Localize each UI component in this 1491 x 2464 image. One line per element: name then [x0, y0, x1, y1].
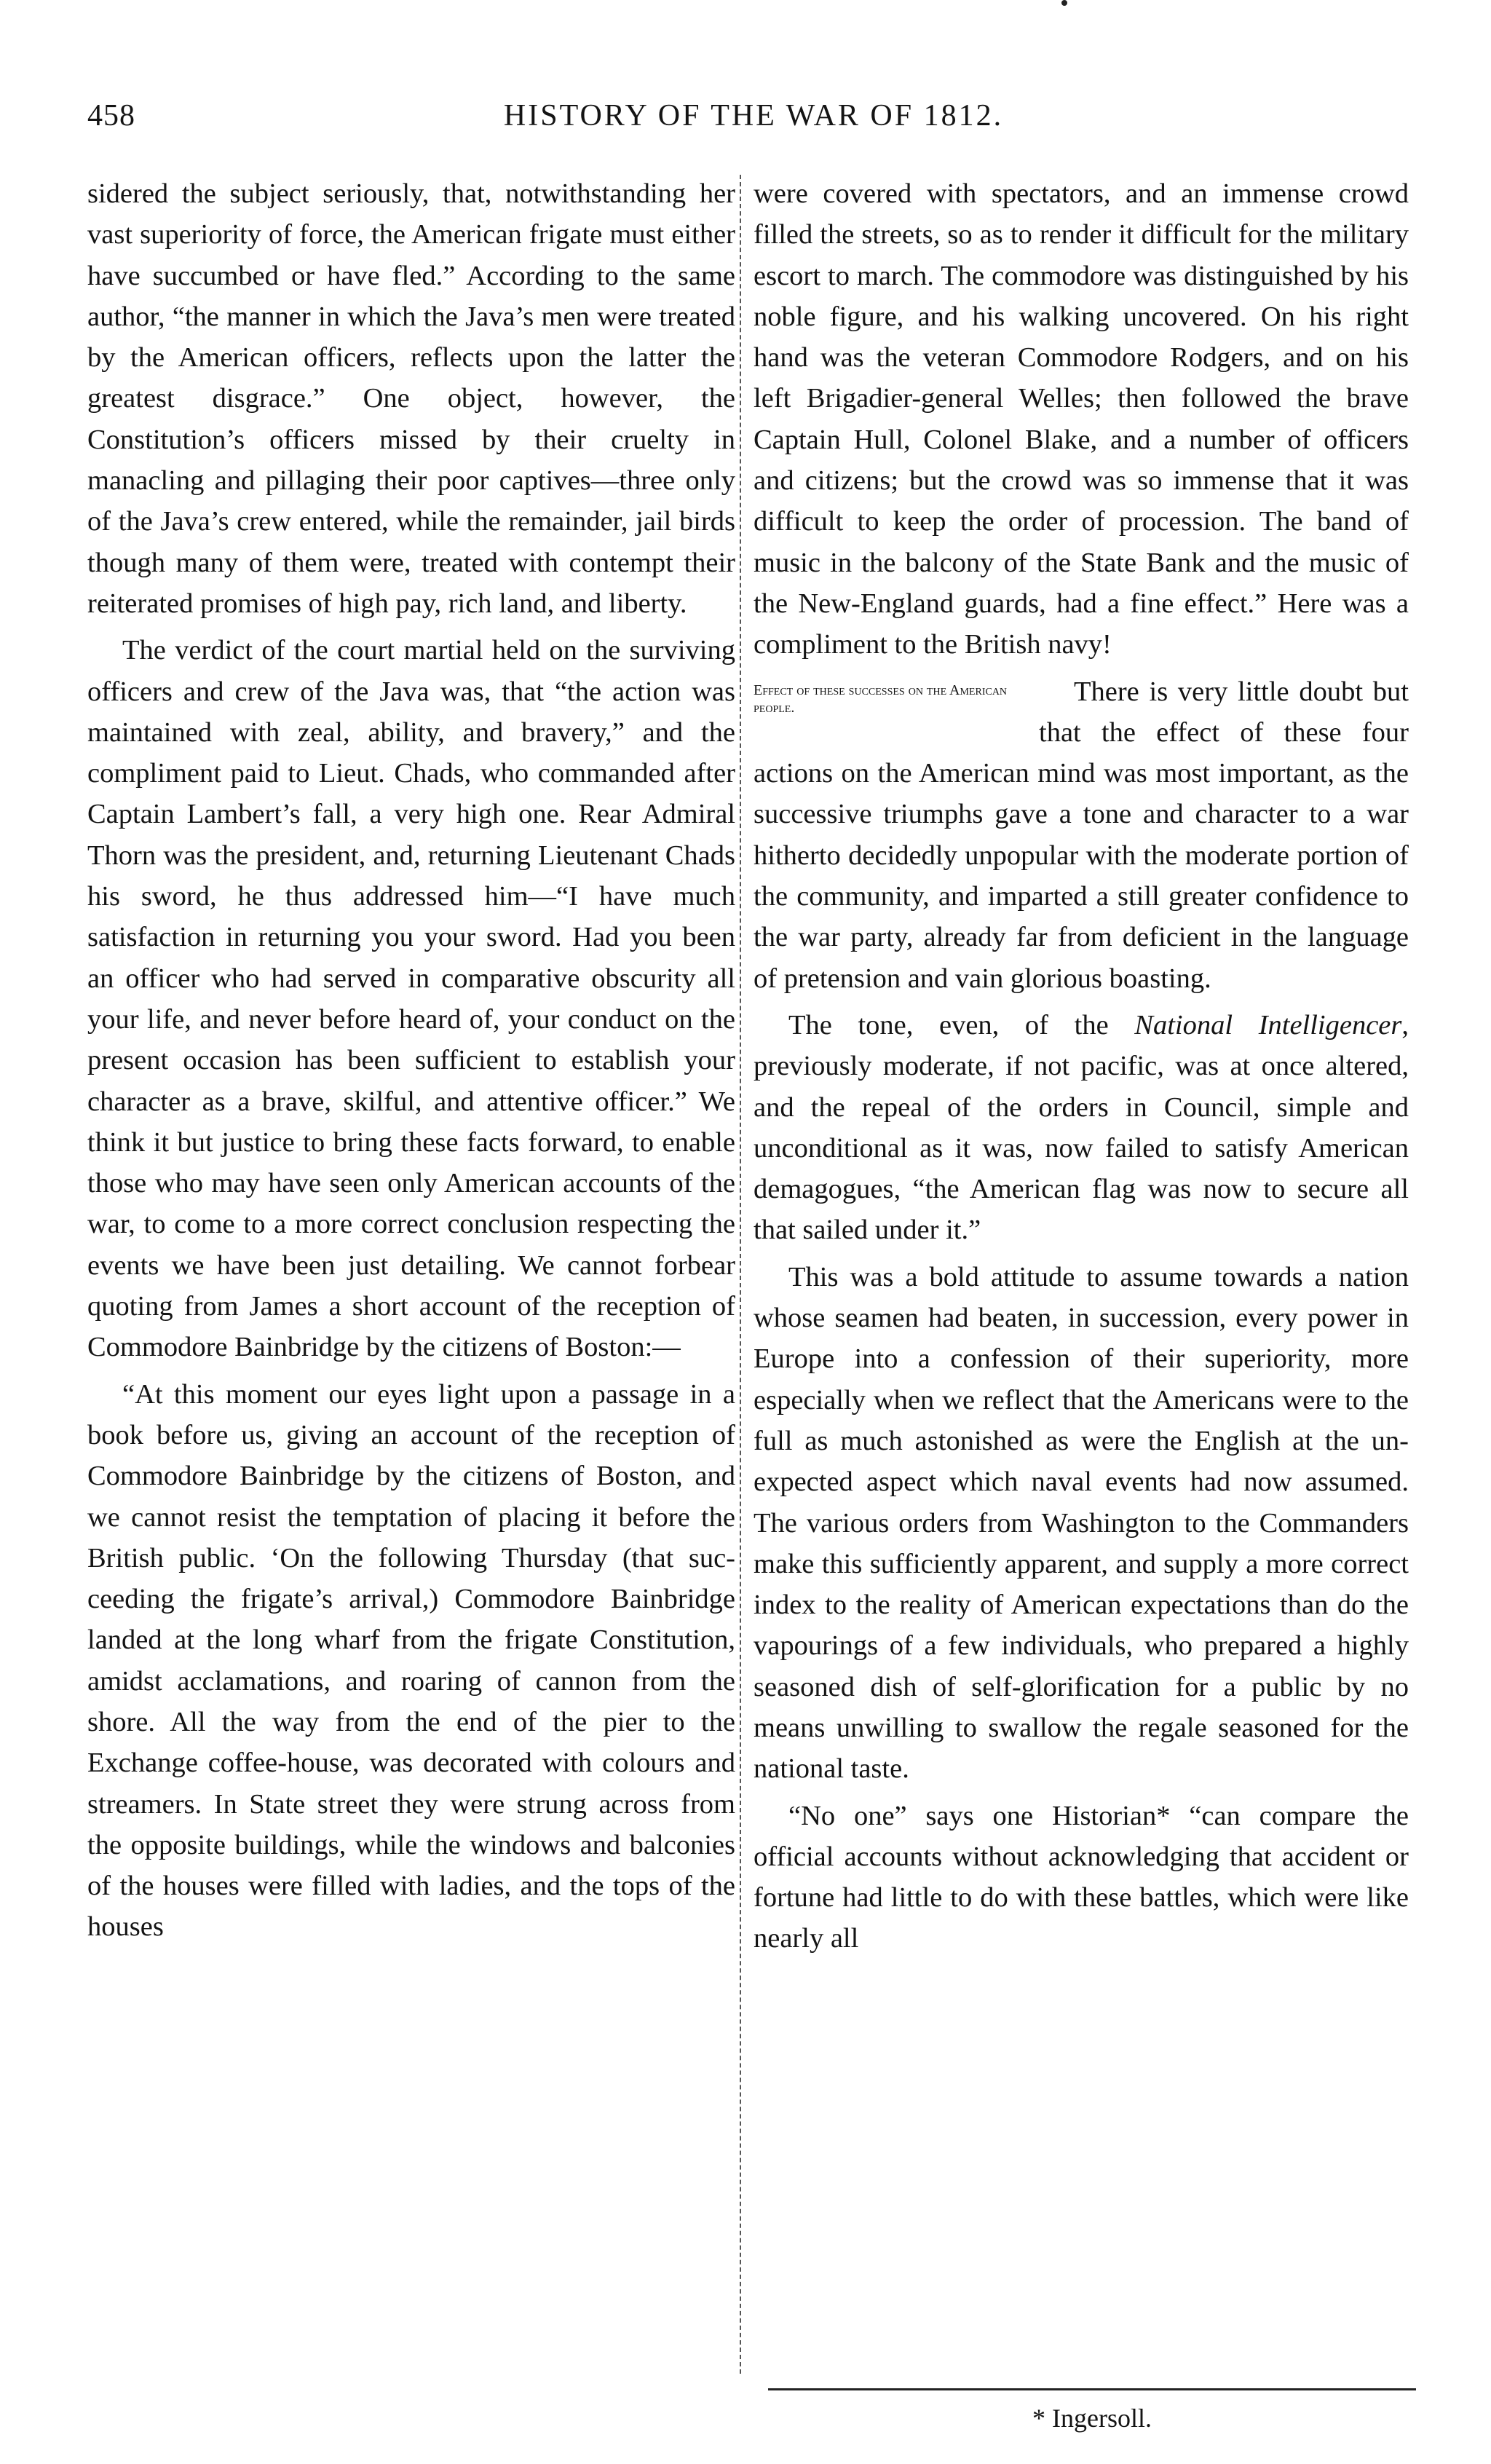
page-header	[87, 98, 1420, 149]
left-paragraph-3: “At this moment our eyes light upon a passage in a book before us, giving an account of the reception of Commodore Bainbridge by the citizens of Boston, and we cannot resist the temptation of placing it before the British public. ‘On the following Thursday (that succeeding the frigate’s arrival,) Commodore Bainbridge landed at the long wharf from the frigate Constitution, amidst acclamations, and roaring of cannon from the shore. All the way from the end of the pier to the Exchange coffee-house, was decorated with colours and streamers. In State street they were strung across from the opposite buildings, while the windows and balconies of the houses were filled with ladies, and the tops of the houses	[87, 1378, 735, 1943]
right-paragraph-1: were covered with spectators, and an immense crowd filled the streets, so as to render it difficult for the military escort to march. The commodore was distinguished by his noble figure, and his walking uncovered. On his right hand was the veteran Commodore Rodgers, and on his left Brigadier-general Welles; then followed the brave Captain Hull, Colonel Blake, and a number of officers and citizens; but the crowd was so immense that it was difficult to keep the order of procession. The band of music in the balcony of the State Bank and the music of the New-England guards, had a fine effect.” Here was a compliment to the British navy!	[754, 178, 1409, 660]
sidenote-paragraph	[754, 671, 1409, 999]
left-paragraph-1: sidered the subject seriously, that, notwithstanding her vast superiority of force, the American frigate must either have succumbed or have fled.” According to the same author, “the manner in which the Java’s men were treated by the American officers, reflects upon the latter the greatest disgrace.” One object, however, the Constitution’s officers missed by their cruelty in manacling and pillaging their poor captives—three only of the Java’s crew entered, while the remainder, jail birds though many of them were, treated with contempt their reiterated promises of high pay, rich land, and liberty.	[87, 178, 735, 619]
right-paragraph-4: This was a bold attitude to assume towards a nation whose seamen had beaten, in succession, every power in Europe into a confession of their superiority, more especially when we reflect that the Americans were to the full as much astonished as were the English at the unexpected aspect which naval events had now assumed. The various orders from Washington to the Commanders make this sufficiently apparent, and supply a more correct index to the reality of American expectations than do the vapourings of a few individuals, who prepared a highly seasoned dish of self-glorification for a public by no means unwilling to swallow the regale seasoned for the national taste.	[754, 1261, 1409, 1785]
running-title: HISTORY OF THE WAR OF 1812.	[503, 99, 1004, 133]
right-paragraph-5: “No one” says one Historian* “can compare the official accounts without acknowledging that accident or fortune had little to do with these battles, which were like nearly all	[754, 1800, 1409, 1954]
footnote: * Ingersoll.	[1032, 2404, 1152, 2433]
paragraph-3-lead: The tone, even, of the	[788, 1009, 1135, 1041]
page-number: 458	[87, 99, 135, 133]
right-paragraph-3	[754, 1005, 1409, 1251]
margin-note: Effect of these successes on the American people.	[754, 682, 1008, 716]
left-paragraph-2: The verdict of the court martial held on the surviving officers and crew of the Java was, that “the action was maintained with zeal, ability, and bravery,” and the compliment paid to Lieut. Chads, who commanded after Captain Lambert’s fall, a very high one. Rear Admiral Thorn was the president, and, returning Lieutenant Chads his sword, he thus addressed him—“I have much satisfaction in returning you your sword. Had you been an officer who had served in comparative obscurity all your life, and never before heard of, your conduct on the present occasion has been sufficient to establish your character as a brave, skilful, and attentive officer.” We think it but justice to bring these facts forward, to enable those who may have seen only American accounts of the war, to come to a more correct conclusion respecting the events we have been just detailing. We cannot forbear quoting from James a short account of the reception of Commodore Bainbridge by the citizens of Boston:—	[87, 635, 735, 1363]
right-paragraph-2: There is very little doubt but that the effect of these four actions on the American mind was most important, as the successive triumphs gave a tone and character to a war hitherto decidedly unpopular with the moderate portion of the community, and imparted a still greater confidence to the war party, already far from deficient in the language of pretension and vain glorious boasting.	[754, 676, 1409, 994]
newspaper-title: National Intelligencer	[1134, 1009, 1402, 1041]
paragraph-3-rest: , previously moderate, if not pacific, was at once altered, and the repeal of the orders in Council, simple and unconditional as it was, now failed to satisfy American demagogues, “the American flag was now to secure all that sailed under it.”	[754, 1009, 1409, 1246]
footnote-rule	[768, 2388, 1416, 2390]
speck-mark	[1061, 0, 1067, 6]
column-divider	[740, 175, 741, 2374]
right-column	[754, 173, 1409, 1959]
left-column	[87, 173, 735, 1948]
